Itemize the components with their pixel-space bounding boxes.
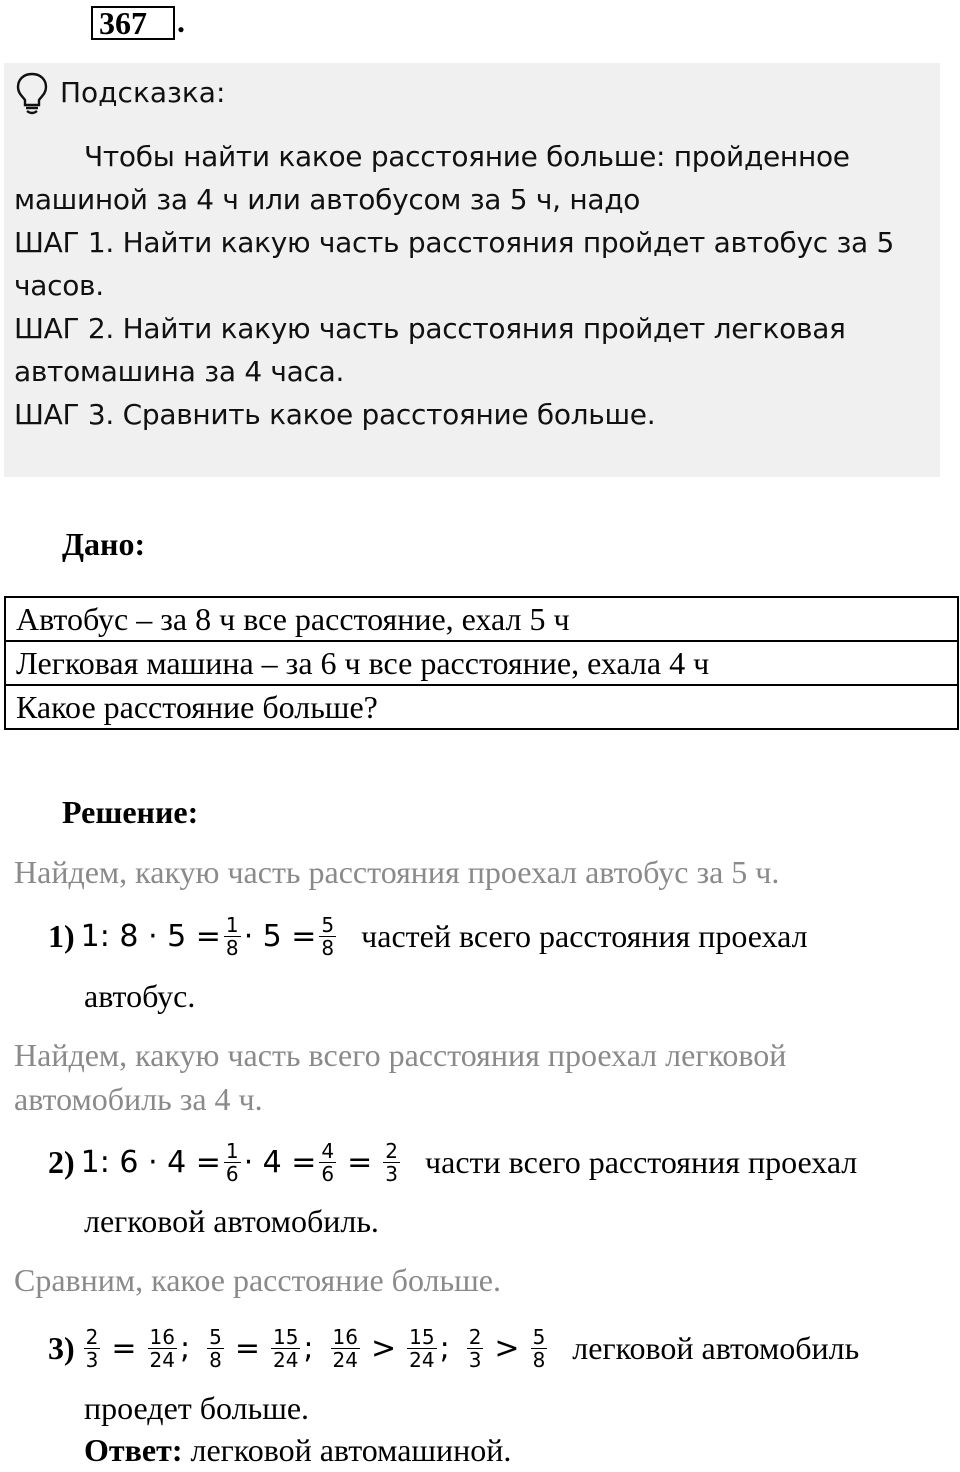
step-3-number: 3) xyxy=(48,1330,75,1366)
step-2-expr-mid: ⋅ 4 = xyxy=(243,1145,317,1180)
hint-step-2-text: Найти какую часть расстояния пройдет легковая xyxy=(122,312,846,345)
hint-step-3-label: ШАГ 3. xyxy=(14,398,114,431)
given-cell: Автобус – за 8 ч все расстояние, ехал 5 ч xyxy=(5,597,958,641)
hint-header xyxy=(14,71,225,115)
task-number-dot: . xyxy=(177,3,185,39)
hint-line-4: часов. xyxy=(14,269,104,302)
fraction: $\frac{1}{8}$ xyxy=(225,913,239,960)
solution-label: Решение: xyxy=(62,794,199,830)
step-2-text: части всего расстояния проехал xyxy=(425,1144,858,1180)
answer-text: легковой автомашиной. xyxy=(190,1432,512,1468)
given-cell: Какое расстояние больше? xyxy=(5,685,958,729)
solution-intro-1: Найдем, какую часть расстояния проехал автобус за 5 ч. xyxy=(14,854,780,890)
solution-intro-2a: Найдем, какую часть всего расстояния проехал легковой xyxy=(14,1037,787,1073)
step-2-expr-start: 1: 6 ⋅ 4 = xyxy=(80,1145,221,1180)
answer-label: Ответ: xyxy=(84,1432,183,1468)
hint-step-3 xyxy=(14,393,655,436)
given-row xyxy=(5,597,958,641)
fraction: $\frac{1}{6}$ xyxy=(225,1139,239,1186)
fraction: $\frac{15}{24}$ xyxy=(272,1325,299,1372)
step-2-number: 2) xyxy=(48,1144,75,1180)
fraction: $\frac{15}{24}$ xyxy=(409,1325,435,1372)
fraction: $\frac{2}{3}$ xyxy=(385,1139,399,1186)
hint-step-1-label: ШАГ 1. xyxy=(14,226,114,259)
fraction: $\frac{16}{24}$ xyxy=(149,1325,175,1372)
step-1-number: 1) xyxy=(48,918,75,954)
hint-step-2-label: ШАГ 2. xyxy=(14,312,114,345)
fraction: $\frac{2}{3}$ xyxy=(468,1325,482,1372)
step-1-text-cont: автобус. xyxy=(84,978,196,1014)
given-cell: Легковая машина – за 6 ч все расстояние, ехала 4 ч xyxy=(5,641,958,685)
hint-step-2 xyxy=(14,307,846,350)
hint-line-6: автомашина за 4 часа. xyxy=(14,355,345,388)
hint-step-1 xyxy=(14,221,894,264)
step-1-expr-mid: ⋅ 5 = xyxy=(243,919,317,954)
given-table xyxy=(4,596,959,730)
step-2-text-cont: легковой автомобиль. xyxy=(84,1203,379,1239)
given-row xyxy=(5,641,958,685)
step-1-text: частей всего расстояния проехал xyxy=(361,918,808,954)
solution-intro-2b: автомобиль за 4 ч. xyxy=(14,1081,263,1117)
fraction: $\frac{16}{24}$ xyxy=(332,1325,358,1372)
hint-step-3-text: Сравнить какое расстояние больше. xyxy=(122,398,656,431)
lightbulb-icon xyxy=(14,71,50,115)
hint-step-1-text: Найти какую часть расстояния пройдет автобус за 5 xyxy=(122,226,895,259)
solution-step-2 xyxy=(48,1140,857,1185)
task-number: 367 xyxy=(91,6,175,40)
given-row xyxy=(5,685,958,729)
step-3-formula: $\frac{2}{3}$ = $\frac{16}{24}$ ; $\frac{5}{8}$ = $\frac{15}{24}$ ; $\frac{16}{24}$ > $\frac{15}{24}$ ; $\frac{2}{3}$ > $\frac{5}{8}$ xyxy=(85,1325,546,1372)
given-label: Дано: xyxy=(62,526,146,562)
step-2-formula: 1: 6 ⋅ 4 = $\frac{1}{6}$ ⋅ 4 = $\frac{4}{6}$ = $\frac{2}{3}$ xyxy=(80,1139,399,1186)
fraction: $\frac{5}{8}$ xyxy=(321,913,335,960)
hint-title: Подсказка: xyxy=(60,76,226,109)
fraction: $\frac{2}{3}$ xyxy=(85,1325,99,1372)
hint-line-2: машиной за 4 ч или автобусом за 5 ч, надо xyxy=(14,183,641,216)
step-3-text-cont: проедет больше. xyxy=(84,1390,310,1426)
solution-step-1 xyxy=(48,914,808,959)
answer xyxy=(84,1428,511,1472)
hint-line-1: Чтобы найти какое расстояние больше: пройденное xyxy=(84,140,850,173)
step-1-formula xyxy=(81,914,340,959)
solution-step-3 xyxy=(48,1326,859,1371)
solution-intro-3: Сравним, какое расстояние больше. xyxy=(14,1262,501,1298)
step-3-text: легковой автомобиль xyxy=(572,1330,860,1366)
step-1-expr-start: 1: 8 ⋅ 5 = xyxy=(80,919,221,954)
fraction: $\frac{4}{6}$ xyxy=(321,1139,335,1186)
fraction: $\frac{5}{8}$ xyxy=(209,1325,222,1372)
fraction: $\frac{5}{8}$ xyxy=(532,1325,546,1372)
hint-panel xyxy=(4,63,940,477)
